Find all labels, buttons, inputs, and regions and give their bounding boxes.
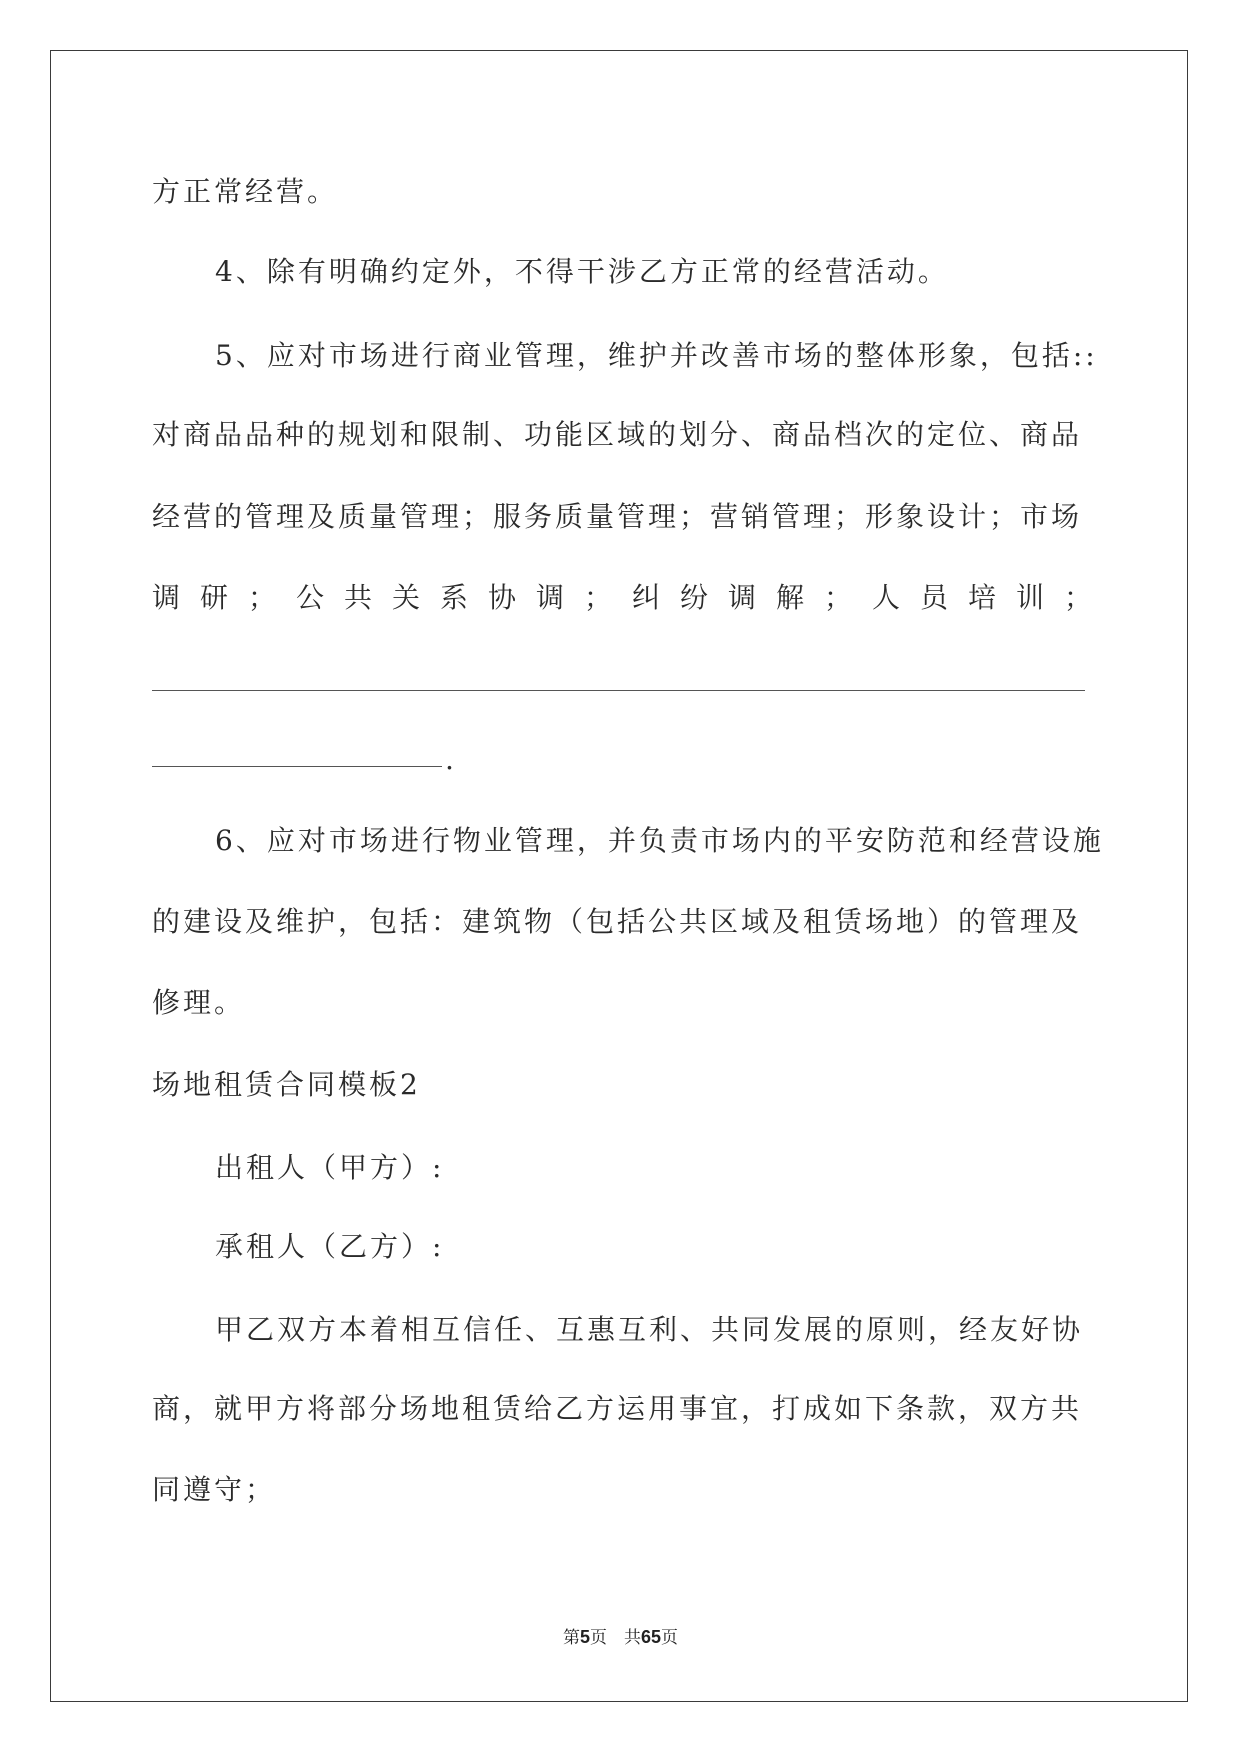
- page-frame: [50, 50, 1188, 1702]
- blank-fill-line: [152, 766, 442, 767]
- text-line: 修理。: [152, 986, 246, 1019]
- text-line: 承租人（乙方）:: [215, 1230, 445, 1263]
- text-line: 4、除有明确约定外，不得干涉乙方正常的经营活动。: [215, 255, 949, 288]
- text-line: 的建设及维护，包括：建筑物（包括公共区域及租赁场地）的管理及: [152, 905, 1083, 938]
- total-suffix: 页: [661, 1628, 679, 1648]
- text-line: 同遵守；: [152, 1473, 277, 1506]
- page-prefix: 第: [562, 1628, 580, 1648]
- text-line: 对商品品种的规划和限制、功能区域的划分、商品档次的定位、商品: [152, 418, 1083, 451]
- period-mark: .: [445, 743, 454, 776]
- page-suffix: 页: [589, 1628, 607, 1648]
- text-line: 经营的管理及质量管理；服务质量管理；营销管理；形象设计；市场: [152, 500, 1083, 533]
- text-line: 方正常经营。: [152, 175, 339, 208]
- text-line: 6、应对市场进行物业管理，并负责市场内的平安防范和经营设施: [215, 824, 1104, 857]
- section-title: 场地租赁合同模板2: [152, 1068, 421, 1101]
- text-line: 商，就甲方将部分场地租赁给乙方运用事宜，打成如下条款，双方共: [152, 1392, 1083, 1425]
- text-line: 调研；公共关系协调；纠纷调解；人员培训；: [152, 581, 1113, 614]
- blank-fill-line: [152, 690, 1085, 691]
- text-line: 甲乙双方本着相互信任、互惠互利、共同发展的原则，经友好协: [215, 1313, 1084, 1346]
- page-footer: [0, 1625, 1241, 1650]
- total-prefix: 共: [623, 1628, 641, 1648]
- text-line: 出租人（甲方）:: [215, 1151, 445, 1184]
- total-pages: 65: [640, 1627, 662, 1647]
- page-number: 5: [579, 1627, 590, 1647]
- text-line: 5、应对市场进行商业管理，维护并改善市场的整体形象，包括::: [215, 339, 1098, 372]
